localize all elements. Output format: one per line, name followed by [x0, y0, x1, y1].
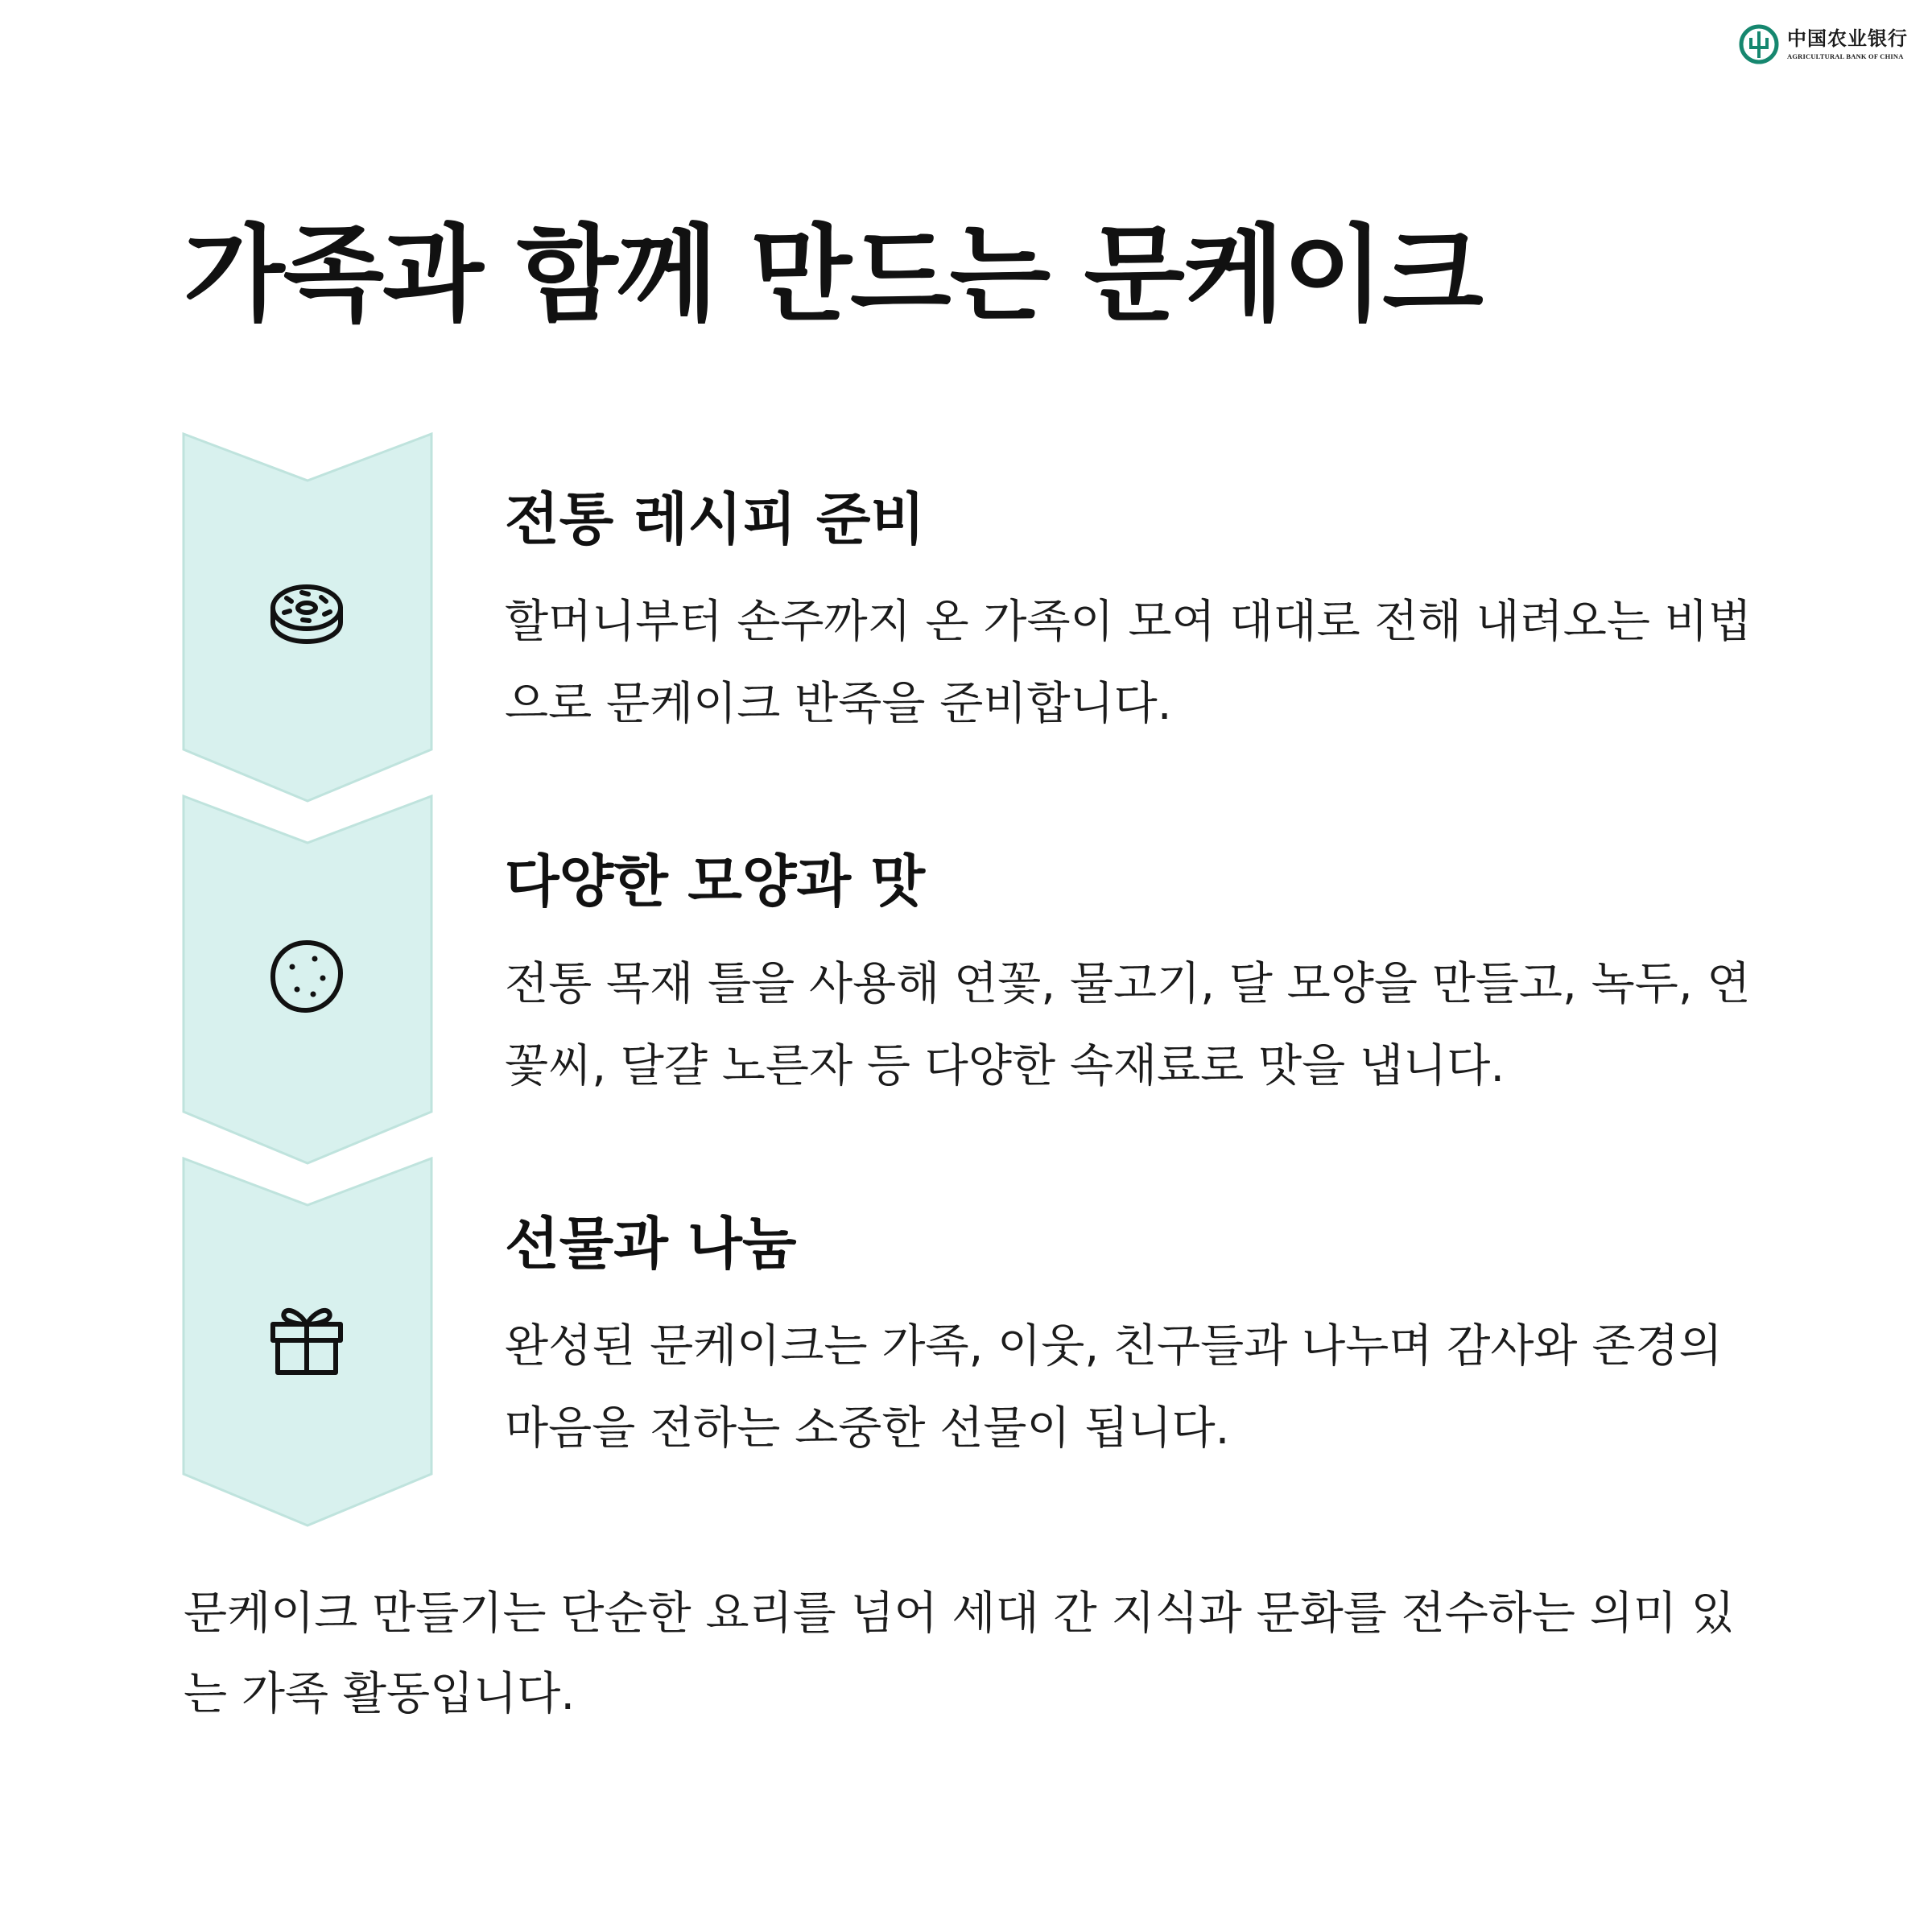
donut-icon [266, 574, 347, 654]
step-item-gift [0, 1157, 1932, 1527]
brand-name-en: AGRICULTURAL BANK OF CHINA [1787, 52, 1904, 60]
step-item-recipe [0, 432, 1932, 803]
step-title: 전통 레시피 준비 [505, 486, 926, 552]
step-title: 선물과 나눔 [505, 1211, 797, 1277]
gift-icon [266, 1298, 347, 1379]
cookie-icon [266, 936, 347, 1017]
brand-name-cn: 中国农业银行 [1787, 26, 1908, 50]
step-description: 할머니부터 손주까지 온 가족이 모여 대대로 전해 내려오는 비법으로 문케이크 반죽을 준비합니다. [505, 596, 1752, 730]
summary-text: 문케이크 만들기는 단순한 요리를 넘어 세대 간 지식과 문화를 전수하는 의미 있는 가족 활동입니다. [184, 1587, 1735, 1720]
step-description: 완성된 문케이크는 가족, 이웃, 친구들과 나누며 감사와 존경의 마음을 전하는 소중한 선물이 됩니다. [505, 1320, 1723, 1455]
abc-logo-icon [1739, 24, 1779, 64]
step-item-shapes [0, 795, 1932, 1165]
step-title: 다양한 모양과 맛 [505, 848, 926, 914]
step-description: 전통 목재 틀을 사용해 연꽃, 물고기, 달 모양을 만들고, 녹두, 연꽃씨, 달걀 노른자 등 다양한 속재료로 맛을 냅니다. [505, 958, 1751, 1092]
brand-logo [1739, 24, 1908, 64]
page-title: 가족과 함께 만드는 문케이크 [184, 213, 1482, 336]
